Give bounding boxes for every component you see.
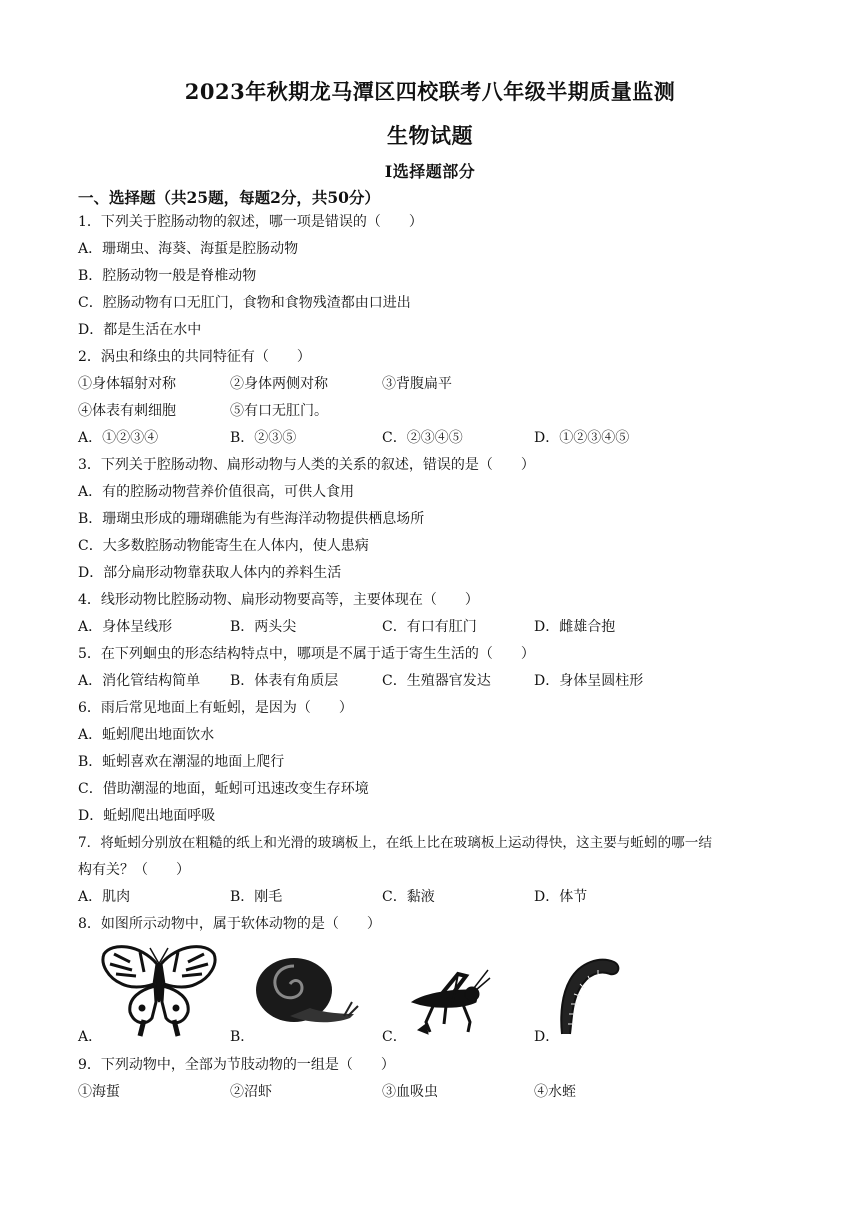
- question-6-option-a: A．蚯蚓爬出地面饮水: [78, 727, 215, 743]
- exam-title: 2023年秋期龙马潭区四校联考八年级半期质量监测: [184, 79, 676, 104]
- question-9-item-1: ①海蜇: [78, 1084, 120, 1100]
- question-5-option-d: D．身体呈圆柱形: [534, 673, 644, 689]
- question-2-option-a: A．①②③④: [78, 430, 159, 446]
- question-4-option-d: D．雌雄合抱: [534, 619, 616, 635]
- question-6-option-c: C．借助潮湿的地面，蚯蚓可迅速改变生存环境: [78, 781, 369, 797]
- question-2-option-b: B．②③⑤: [230, 430, 297, 446]
- question-8-label-d: D．: [534, 1029, 560, 1045]
- question-4-option-a: A．身体呈线形: [78, 619, 173, 635]
- question-1-stem: 1．下列关于腔肠动物的叙述，哪一项是错误的（ ）: [78, 214, 423, 230]
- snail-icon: [250, 952, 360, 1032]
- question-2-item-2: ②身体两侧对称: [230, 376, 328, 392]
- question-9-item-2: ②沼虾: [230, 1084, 272, 1100]
- question-5-option-b: B．体表有角质层: [230, 673, 339, 689]
- question-6-option-b: B．蚯蚓喜欢在潮湿的地面上爬行: [78, 754, 285, 770]
- question-1-option-d: D．都是生活在水中: [78, 322, 202, 338]
- part-title: Ⅰ选择题部分: [384, 162, 476, 181]
- question-7-stem: 7．将蚯蚓分别放在粗糙的纸上和光滑的玻璃板上，在纸上比在玻璃板上运动得快，这主要与蚯蚓的哪一结: [78, 835, 712, 851]
- question-6-option-d: D．蚯蚓爬出地面呼吸: [78, 808, 216, 824]
- question-1-option-a: A．珊瑚虫、海葵、海蜇是腔肠动物: [78, 241, 299, 257]
- question-9-stem: 9．下列动物中，全部为节肢动物的一组是（ ）: [78, 1057, 395, 1073]
- section-heading: 一、选择题（共25题，每题2分，共50分）: [78, 188, 380, 207]
- question-2-item-5: ⑤有口无肛门。: [230, 403, 328, 419]
- grasshopper-icon: [404, 966, 492, 1038]
- question-5-option-a: A．消化管结构简单: [78, 673, 201, 689]
- question-4-option-c: C．有口有肛门: [382, 619, 477, 635]
- question-5-stem: 5．在下列蛔虫的形态结构特点中，哪项是不属于适于寄生生活的（ ）: [78, 646, 535, 662]
- question-3-stem: 3．下列关于腔肠动物、扁形动物与人类的关系的叙述，错误的是（ ）: [78, 457, 535, 473]
- question-7-stem-continued: 构有关？（ ）: [78, 862, 190, 878]
- question-2-item-1: ①身体辐射对称: [78, 376, 176, 392]
- question-8-stem: 8．如图所示动物中，属于软体动物的是（ ）: [78, 916, 381, 932]
- worm-icon: [556, 954, 626, 1040]
- question-7-option-b: B．刚毛: [230, 889, 283, 905]
- question-4-stem: 4．线形动物比腔肠动物、扁形动物要高等，主要体现在（ ）: [78, 592, 479, 608]
- question-2-item-4: ④体表有刺细胞: [78, 403, 176, 419]
- question-2-option-c: C．②③④⑤: [382, 430, 463, 446]
- question-8-label-a: A．: [78, 1029, 103, 1045]
- question-3-option-c: C．大多数腔肠动物能寄生在人体内，使人患病: [78, 538, 369, 554]
- question-4-option-b: B．两头尖: [230, 619, 297, 635]
- question-8-label-c: C．: [382, 1029, 407, 1045]
- question-2-item-3: ③背腹扁平: [382, 376, 452, 392]
- question-2-stem: 2．涡虫和绦虫的共同特征有（ ）: [78, 349, 311, 365]
- question-3-option-d: D．部分扁形动物靠获取人体内的养料生活: [78, 565, 342, 581]
- question-7-option-d: D．体节: [534, 889, 588, 905]
- question-7-option-a: A．肌肉: [78, 889, 131, 905]
- question-3-option-a: A．有的腔肠动物营养价值很高，可供人食用: [78, 484, 355, 500]
- question-7-option-c: C．黏液: [382, 889, 435, 905]
- question-5-option-c: C．生殖器官发达: [382, 673, 491, 689]
- question-3-option-b: B．珊瑚虫形成的珊瑚礁能为有些海洋动物提供栖息场所: [78, 511, 425, 527]
- subject-title: 生物试题: [387, 123, 473, 148]
- question-9-item-3: ③血吸虫: [382, 1084, 438, 1100]
- question-9-item-4: ④水蛭: [534, 1084, 576, 1100]
- question-1-option-c: C．腔肠动物有口无肛门，食物和食物残渣都由口进出: [78, 295, 411, 311]
- question-6-stem: 6．雨后常见地面上有蚯蚓，是因为（ ）: [78, 700, 353, 716]
- question-8-label-b: B．: [230, 1029, 255, 1045]
- question-1-option-b: B．腔肠动物一般是脊椎动物: [78, 268, 257, 284]
- question-2-option-d: D．①②③④⑤: [534, 430, 630, 446]
- butterfly-icon: [100, 942, 218, 1038]
